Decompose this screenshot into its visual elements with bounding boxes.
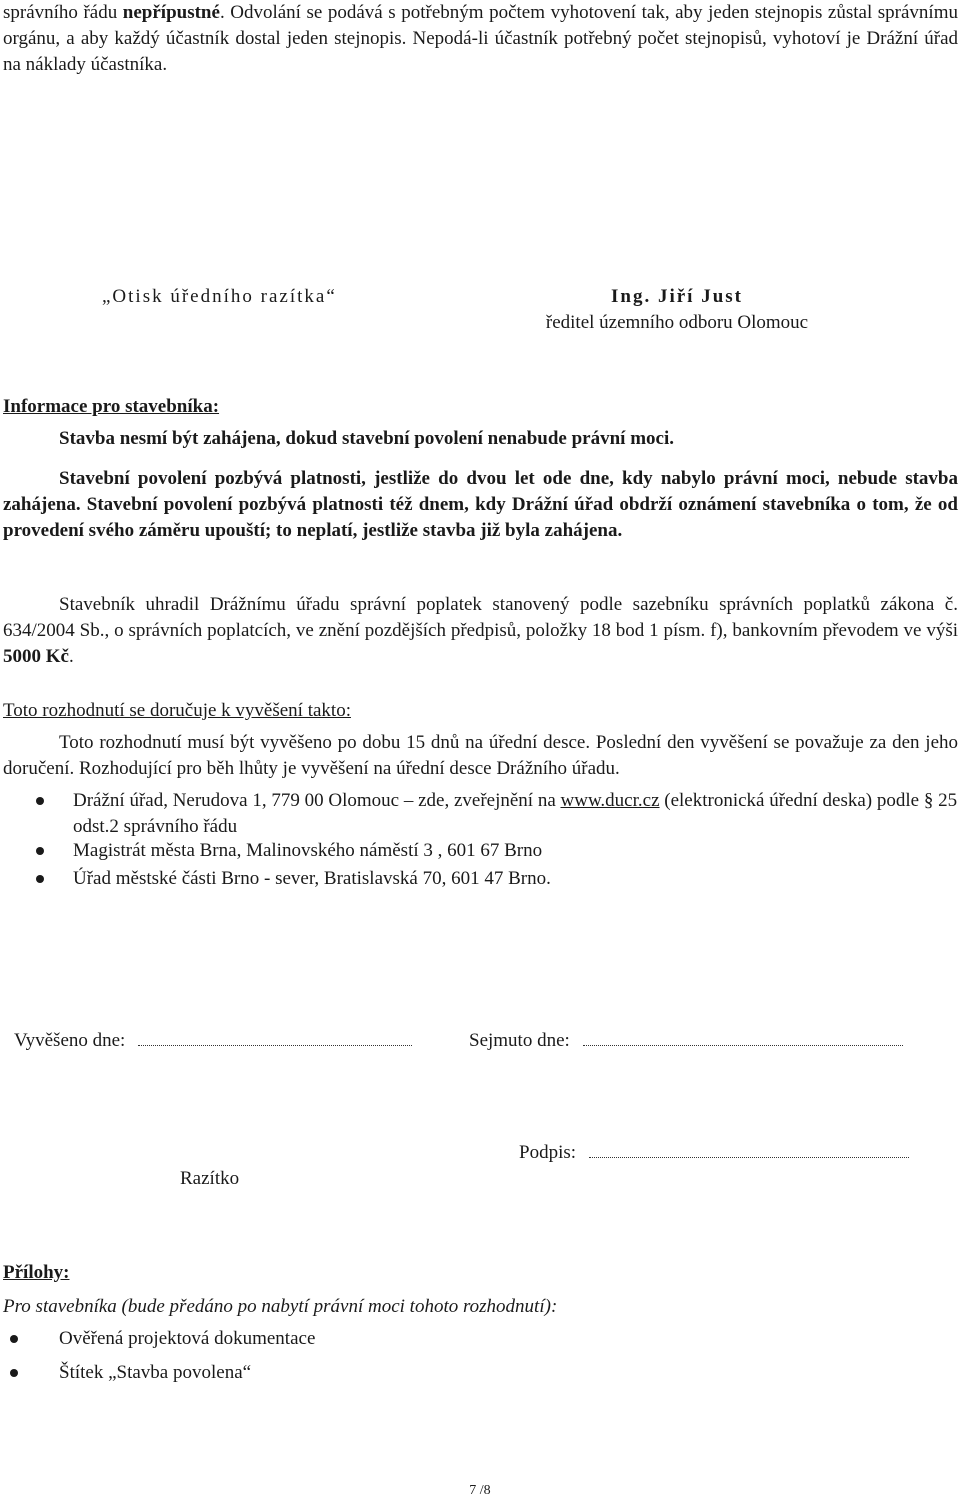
builder-info-heading: Informace pro stavebníka: (3, 396, 220, 417)
fee-text-2: , o správních poplatcích, ve znění pozdějších předpisů, položky 18 bod 1 písm. f), bankovním převodem ve výši (104, 620, 958, 641)
bullet-icon (36, 875, 44, 883)
signature-field[interactable] (519, 1140, 909, 1166)
bullet-icon (10, 1335, 18, 1343)
fee-text-1: Stavebník uhradil Drážnímu úřadu správní poplatek stanovený podle sazebníku správních poplatků zákona č. 634/2004 Sb. (3, 594, 958, 641)
closing-text-2: . Odvolání se podává s potřebným počtem vyhotovení tak, aby jeden stejnopis zůstal správnímu orgánu, a aby každý účastník dostal jeden stejnopis. Nepodá-li účastník potřebný počet stejnopisů, vyhotoví je Drážní úřad na náklady účastníka. (3, 2, 958, 75)
removed-date-line[interactable] (583, 1031, 903, 1046)
signature-line[interactable] (589, 1143, 909, 1158)
signatory-role: ředitel územního odboru Olomouc (545, 312, 809, 333)
closing-text-1: správního řádu (3, 2, 123, 23)
ducr-link[interactable]: www.ducr.cz (560, 790, 660, 811)
delivery-heading: Toto rozhodnutí se doručuje k vyvěšení takto: (3, 700, 351, 721)
attachment-item: Štítek „Stavba povolena“ (59, 1362, 252, 1383)
closing-paragraph (3, 0, 958, 78)
delivery-text: Toto rozhodnutí musí být vyvěšeno po dobu 15 dnů na úřední desce. Poslední den vyvěšení se považuje za den jeho doručení. Rozhodující pro běh lhůty je vyvěšení na úřední desce Drážního úřadu. (3, 732, 958, 779)
delivery-item-text: Magistrát města Brna, Malinovského náměstí 3 , 601 67 Brno (73, 840, 543, 861)
builder-info-line2: Stavební povolení pozbývá platnosti, jestliže do dvou let ode dne, kdy nabylo právní moci, nebude stavba zahájena. Stavební povolení pozbývá platnosti též dnem, kdy Drážní úřad obdrží oznámení stavebníka o tom, že od provedení svého záměru upouští; to neplatí, jestliže stavba již byla zahájena. (3, 468, 958, 541)
attachment-item: Ověřená projektová dokumentace (59, 1328, 316, 1349)
delivery-item-text: Drážní úřad, Nerudova 1, 779 00 Olomouc – zde, zveřejnění na (73, 790, 561, 811)
posted-date-line[interactable] (138, 1031, 412, 1046)
list-item (3, 866, 958, 892)
attachments-heading: Přílohy: (3, 1262, 70, 1283)
builder-info-line1: Stavba nesmí být zahájena, dokud stavební povolení nenabude právní moci. (59, 428, 674, 449)
delivery-item-text: Úřad městské části Brno - sever, Bratislavská 70, 601 47 Brno. (73, 868, 551, 889)
list-item (3, 788, 958, 840)
page-number: 7 /8 (469, 1483, 491, 1498)
fee-paragraph (3, 592, 958, 670)
posted-date-field[interactable] (14, 1028, 412, 1054)
posted-date-label: Vyvěšeno dne: (14, 1030, 126, 1051)
list-item (3, 1360, 958, 1386)
stamp-label: Razítko (180, 1168, 240, 1189)
list-item (3, 838, 958, 864)
signature-label: Podpis: (519, 1142, 577, 1163)
closing-text-bold: nepřípustné (122, 2, 220, 23)
attachments-note: Pro stavebníka (bude předáno po nabytí právní moci tohoto rozhodnutí): (3, 1296, 558, 1317)
stamp-note: „Otisk úředního razítka“ (102, 286, 337, 307)
list-item (3, 1326, 958, 1352)
bullet-icon (36, 847, 44, 855)
fee-text-3: . (68, 646, 74, 667)
bullet-icon (36, 797, 44, 805)
fee-amount: 5000 Kč (3, 646, 69, 667)
removed-date-label: Sejmuto dne: (469, 1030, 570, 1051)
bullet-icon (10, 1369, 18, 1377)
removed-date-field[interactable] (469, 1028, 903, 1054)
delivery-item-text-b: (elektronická úřední deska) podle § 25 odst.2 správního řádu (73, 790, 958, 837)
signatory-name: Ing. Jiří Just (611, 286, 743, 307)
